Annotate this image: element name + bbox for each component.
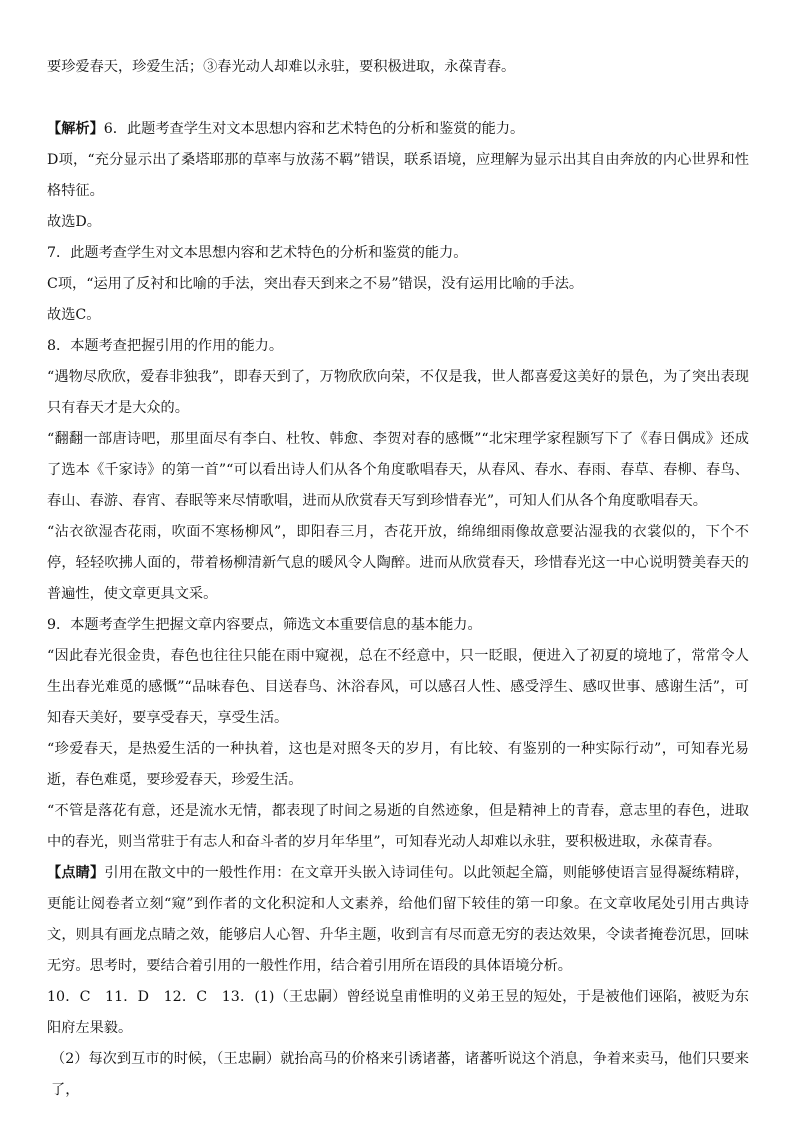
analysis-q9-heading: [47, 610, 749, 641]
paragraph-text: 故选C。: [47, 307, 101, 323]
analysis-q8-point-2: [47, 424, 749, 517]
analysis-q8-point-1: [47, 362, 749, 424]
paragraph-text: “不管是落花有意，还是流水无情，都表现了时间之易逝的自然迹象，但是精神上的青春，意志里的春色，进取中的春光，则当常驻于有志人和奋斗者的岁月年华里”，可知春光动人却难以永驻，要积极进取，永葆青春。: [47, 803, 749, 850]
paragraph-text: 故选D。: [47, 214, 101, 230]
paragraph-text: “遇物尽欣欣，爱春非独我”，即春天到了，万物欣欣向荣，不仅是我，世人都喜爱这美好的景色，为了突出表现只有春天才是大众的。: [47, 369, 749, 416]
answer-paragraph-continuation: [47, 52, 749, 83]
paragraph-text: 要珍爱春天，珍爱生活；③春光动人却难以永驻，要积极进取，永葆青春。: [47, 59, 516, 75]
analysis-q9-point-3: [47, 796, 749, 858]
paragraph-text: D项，“充分显示出了桑塔耶那的草率与放荡不羁”错误，联系语境，应理解为显示出其自由奔放的内心世界和性格特征。: [47, 152, 749, 199]
analysis-q7-option-c: [47, 269, 749, 300]
paragraph-text: “翻翻一部唐诗吧，那里面尽有李白、杜牧、韩愈、李贺对春的感慨”“北宋理学家程颢写下了《春日偶成》还成了选本《千家诗》的第一首”“可以看出诗人们从各个角度歌唱春天，从春风、春水、春雨、春草、春柳、春鸟、春山、春游、春宵、春眠等来尽情歌唱，进而从欣赏春天写到珍惜春光”，可知人们从各个角度歌唱春天。: [47, 431, 749, 509]
answer-q13-part-2: [47, 1044, 749, 1106]
paragraph-text: “因此春光很金贵，春色也往往只能在雨中窥视，总在不经意中，只一眨眼，便进入了初夏的境地了，常常令人生出春光难觅的感慨”“品味春色、目送春鸟、沐浴春风，可以感召人性、感受浮生、感叹世事、感谢生活”，可知春天美好，要享受春天，享受生活。: [47, 648, 749, 726]
paragraph-text: 6．此题考查学生对文本思想内容和艺术特色的分析和鉴赏的能力。: [103, 121, 525, 137]
paragraph-text: 引用在散文中的一般性作用：在文章开头嵌入诗词佳句。以此领起全篇，则能够使语言显得凝练精辟，更能让阅卷者立刻“窥”到作者的文化积淀和人文素养，给他们留下较佳的第一印象。在文章收尾处引用古典诗文，则具有画龙点睛之效，能够启人心智、升华主题，收到言有尽而意无穷的表达效果，令读者掩卷沉思，回味无穷。思考时，要结合着引用的一般性作用，结合着引用所在语段的具体语境分析。: [47, 865, 749, 974]
key-point-paragraph: [47, 858, 749, 982]
paragraph-text: 9．本题考查学生把握文章内容要点，筛选文本重要信息的基本能力。: [47, 617, 482, 633]
paragraph-text: 8．本题考查把握引用的作用的能力。: [47, 338, 284, 354]
answers-q10-q13: [47, 982, 749, 1044]
analysis-q9-point-2: [47, 734, 749, 796]
paragraph-text: “沾衣欲湿杏花雨，吹面不寒杨柳风”，即阳春三月，杏花开放，绵绵细雨像故意要沾湿我的衣裳似的，下个不停，轻轻吹拂人面的，带着杨柳清新气息的暖风令人陶醉。进而从欣赏春天，珍惜春光这一中心说明赞美春天的普遍性，使文章更具文采。: [47, 524, 749, 602]
analysis-q6-answer: [47, 207, 749, 238]
blank-line: [47, 83, 749, 114]
analysis-q7-answer: [47, 300, 749, 331]
analysis-q6-option-d: [47, 145, 749, 207]
analysis-q9-point-1: [47, 641, 749, 734]
paragraph-text: “珍爱春天，是热爱生活的一种执着，这也是对照冬天的岁月，有比较、有鉴别的一种实际行动”，可知春光易逝，春色难觅，要珍爱春天，珍爱生活。: [47, 741, 749, 788]
document-body: [47, 52, 749, 1106]
analysis-q8-point-3: [47, 517, 749, 610]
paragraph-text: 10．C 11．D 12．C 13．(1)（王忠嗣）曾经说皇甫惟明的义弟王昱的短处，于是被他们诬陷，被贬为东阳府左果毅。: [47, 989, 749, 1036]
paragraph-text: （2）每次到互市的时候，（王忠嗣）就抬高马的价格来引诱诸蕃，诸蕃听说这个消息，争着来卖马，他们只要来了，: [51, 1051, 749, 1098]
paragraph-text: 7．此题考查学生对文本思想内容和艺术特色的分析和鉴赏的能力。: [47, 245, 468, 261]
analysis-q8-heading: [47, 331, 749, 362]
analysis-tag: 【解析】: [47, 121, 104, 137]
key-point-tag: 【点睛】: [47, 865, 105, 881]
paragraph-text: C项，“运用了反衬和比喻的手法，突出春天到来之不易”错误，没有运用比喻的手法。: [47, 276, 584, 292]
analysis-q7-heading: [47, 238, 749, 269]
analysis-heading-paragraph: [47, 114, 749, 145]
